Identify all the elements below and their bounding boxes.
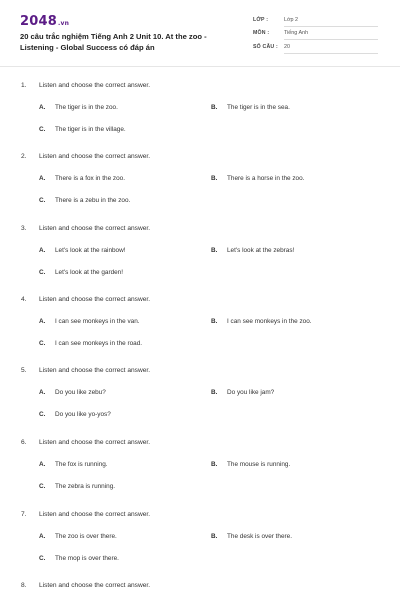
meta-label: SỐ CÂU :: [253, 44, 278, 50]
option-a[interactable]: A. There is a fox in the zoo.: [39, 175, 125, 182]
option-a[interactable]: A. I can see monkeys in the van.: [39, 318, 140, 325]
option-b[interactable]: B. There is a horse in the zoo.: [211, 175, 305, 182]
document-header: [0, 0, 400, 66]
option-c[interactable]: C. The zebra is running.: [39, 483, 116, 490]
option-a[interactable]: A. The tiger is in the zoo.: [39, 104, 118, 111]
option-a[interactable]: A. Do you like zebu?: [39, 389, 106, 396]
option-c[interactable]: C. The tiger is in the village.: [39, 126, 126, 133]
question-stem: 3. Listen and choose the correct answer.: [21, 225, 151, 232]
meta-label: MÔN :: [253, 30, 270, 36]
meta-value: 20: [284, 44, 378, 54]
option-a[interactable]: A. The zoo is over there.: [39, 533, 117, 540]
question-stem: 1. Listen and choose the correct answer.: [21, 82, 151, 89]
question-stem: 2. Listen and choose the correct answer.: [21, 153, 151, 160]
option-c[interactable]: C. I can see monkeys in the road.: [39, 340, 143, 347]
meta-row-subject: [253, 29, 378, 41]
option-a[interactable]: A. The fox is running.: [39, 461, 108, 468]
question-stem: 6. Listen and choose the correct answer.: [21, 439, 151, 446]
option-c[interactable]: C. Do you like yo-yos?: [39, 411, 111, 418]
meta-value: Lớp 2: [284, 17, 378, 27]
option-c[interactable]: C. Let's look at the garden!: [39, 269, 124, 276]
option-b[interactable]: B. Do you like jam?: [211, 389, 275, 396]
option-b[interactable]: B. The desk is over there.: [211, 533, 293, 540]
meta-row-count: [253, 43, 378, 55]
option-b[interactable]: B. The mouse is running.: [211, 461, 291, 468]
site-logo[interactable]: 2048.vn: [20, 14, 70, 29]
meta-label: LỚP :: [253, 17, 269, 23]
question-stem: 8. Listen and choose the correct answer.: [21, 582, 151, 589]
option-a[interactable]: A. Let's look at the rainbow!: [39, 247, 126, 254]
document-title: 20 câu trắc nghiệm Tiếng Anh 2 Unit 10. At the zoo - Listening - Global Success có đáp án: [20, 32, 207, 52]
meta-row-class: [253, 16, 378, 28]
option-c[interactable]: C. There is a zebu in the zoo.: [39, 197, 131, 204]
option-c[interactable]: C. The mop is over there.: [39, 555, 119, 562]
meta-value: Tiếng Anh: [284, 30, 378, 40]
option-b[interactable]: B. I can see monkeys in the zoo.: [211, 318, 312, 325]
question-stem: 4. Listen and choose the correct answer.: [21, 296, 151, 303]
option-b[interactable]: B. The tiger is in the sea.: [211, 104, 290, 111]
question-stem: 5. Listen and choose the correct answer.: [21, 367, 151, 374]
header-divider: [0, 66, 400, 67]
option-b[interactable]: B. Let's look at the zebras!: [211, 247, 295, 254]
question-stem: 7. Listen and choose the correct answer.: [21, 511, 151, 518]
